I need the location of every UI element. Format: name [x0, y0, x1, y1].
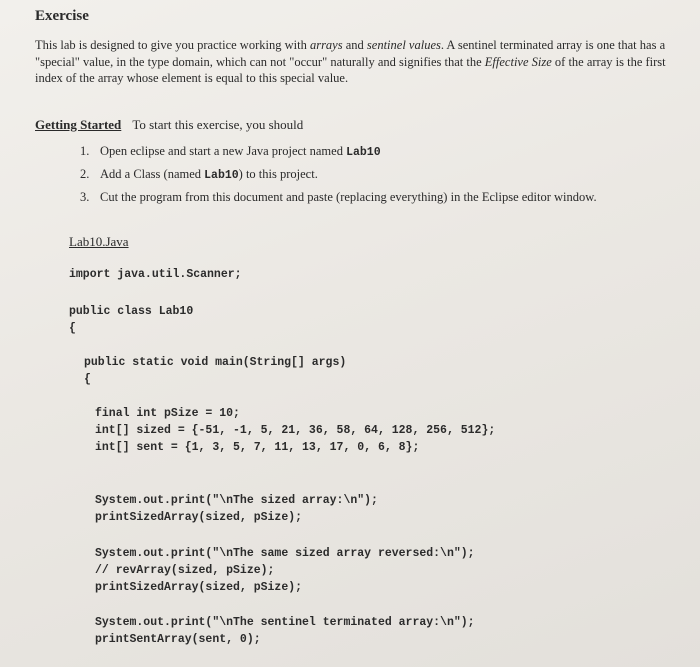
code-line: int[] sent = {1, 3, 5, 7, 11, 13, 17, 0, 6, 8};: [95, 441, 420, 454]
intro-paragraph: [35, 37, 671, 87]
intro-em-sentinel: sentinel values: [366, 38, 441, 52]
intro-text-1: This lab is designed to give you practice working with: [35, 38, 310, 52]
step-item: [80, 143, 680, 161]
code-line: public static void main(String[] args): [84, 356, 347, 369]
intro-em-arrays: arrays: [309, 38, 343, 52]
code-line: printSizedArray(sized, pSize);: [95, 511, 303, 524]
step-number: 2.: [80, 167, 90, 181]
step-text: Cut the program from this document and paste (replacing everything) in the Eclipse editor window.: [100, 190, 597, 204]
intro-text-3: . A sentinel terminated array is one that has a "special" value, in the type domain, which can not "occur" naturally and signifies that the: [35, 38, 666, 69]
intro-em-effective-size: Effective Size: [484, 54, 552, 69]
getting-started-title: Getting Started: [35, 117, 122, 132]
code-line: final int pSize = 10;: [95, 407, 240, 420]
getting-started-lead: To start this exercise, you should: [132, 117, 304, 132]
code-line: import java.util.Scanner;: [69, 268, 242, 281]
step-item: [80, 189, 680, 207]
code-line: System.out.print("\nThe same sized array reversed:\n");: [95, 547, 475, 560]
code-line: // revArray(sized, pSize);: [95, 564, 275, 577]
step-number: 3.: [80, 190, 90, 204]
step-after: ) to this project.: [238, 167, 318, 181]
step-text: Add a Class (named: [100, 167, 205, 181]
code-line: public class Lab10: [69, 305, 194, 318]
code-line: {: [69, 322, 76, 335]
exercise-heading: Exercise: [35, 8, 89, 24]
step-code: Lab10: [346, 146, 381, 159]
code-line: int[] sized = {-51, -1, 5, 21, 36, 58, 64, 128, 256, 512};: [95, 424, 496, 437]
intro-text-4: of the array is the first index of the array whose element is equal to this special value.: [35, 54, 666, 85]
code-line: {: [84, 373, 91, 386]
step-item: [80, 166, 680, 184]
step-number: 1.: [80, 144, 90, 158]
code-line: System.out.print("\nThe sentinel terminated array:\n");: [95, 616, 475, 629]
step-text: Open eclipse and start a new Java project named: [100, 144, 347, 158]
getting-started-line: [35, 117, 303, 133]
code-line: System.out.print("\nThe sized array:\n");: [95, 494, 378, 507]
step-code: Lab10: [204, 169, 239, 182]
file-title: Lab10.Java: [69, 234, 129, 249]
steps-list: [80, 143, 680, 212]
code-line: printSentArray(sent, 0);: [95, 633, 261, 646]
intro-text-2: and: [342, 38, 367, 52]
code-line: printSizedArray(sized, pSize);: [95, 581, 303, 594]
